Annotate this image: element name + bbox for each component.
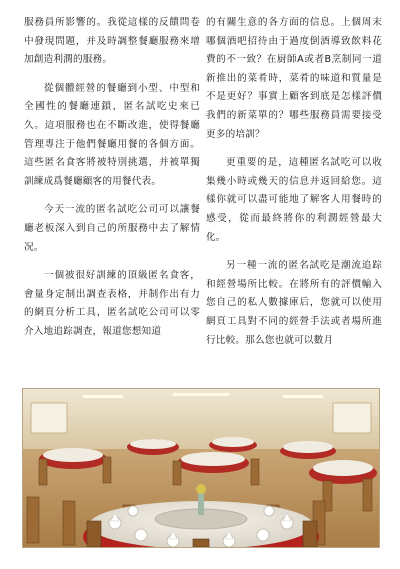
left-text-column <box>24 14 200 352</box>
paragraph: 的有關生意的各方面的信息。上個周末哪個酒吧招待由于過度倒酒導致飲料花費的不一致？在厨師A或者B烹制同一道新推出的菜肴時，菜肴的味道和質量是不是更好？事實上顧客到底是怎樣評價我們的新菜單的？哪些服務員需要接受更多的培訓？ <box>206 17 382 140</box>
paragraph: 從個體經營的餐廳到小型、中型和全國性的餐廳連鎖，匿名試吃史來已久。這項服務也在不斷改進，使得餐廳管理專注于他們餐廳用餐的各個方面。這些匿名食客將被特別挑選，并被單獨訓練成爲餐廳顧客的用餐代表。 <box>24 82 200 187</box>
right-text-column <box>206 14 382 360</box>
paragraph: 更重要的是，這種匿名試吃可以收集幾小時或幾天的信息并返回給您。這樣你就可以盡可能地了解客人用餐時的感受，從而最終將你的利潤經營最大化。 <box>206 157 382 243</box>
paragraph: 今天一流的匿名試吃公司可以讓餐廳老板深入到自己的所服務中去了解情况。 <box>24 204 200 253</box>
paragraph: 一個被很好訓練的頂級匿名食客，會量身定制出調查表格，并制作出有力的網頁分析工具，匿名試吃公司可以零介入地追踪調查，報道您想知道 <box>24 270 200 337</box>
paragraph: 另一種一流的匿名試吃是潮流追踪和經營場所比較。在將所有的評價輸入您自己的私人數據庫后，您就可以使用網頁工具對不同的經營手法或者場所進行比較。那么您也就可以數月 <box>206 260 382 346</box>
restaurant-dining-room-photo <box>22 388 380 548</box>
paragraph: 服務員所影響的。我從這樣的反饋問卷中發現問題，并及時調整餐廳服務來增加創造利潤的服務。 <box>24 17 200 66</box>
